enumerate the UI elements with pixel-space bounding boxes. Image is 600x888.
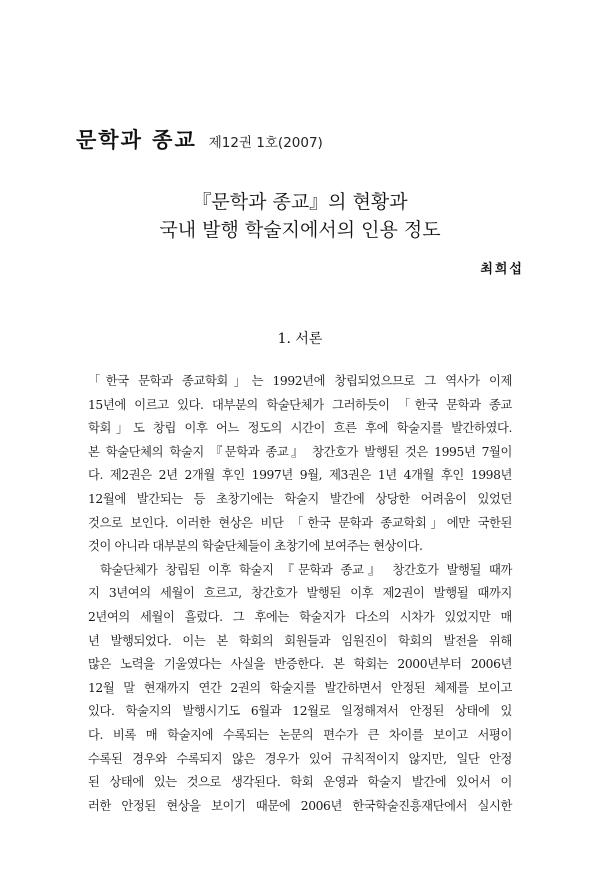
body-line: 12월 말 현재까지 연간 2권의 학술지를 발간하면서 안정된 체제를 보이고 [88,680,512,695]
body-line: 것이 아니라 대부분의 학술단체들이 초창기에 보여주는 현상이다. [88,539,423,554]
body-line: 있다. 학술지의 발행시기도 6월과 12월로 일정해져서 안정된 상태에 있 [88,704,512,719]
body-line: 러한 안정된 현상을 보이기 때문에 2006년 한국학술진흥재단에서 실시한 [88,798,512,813]
body-line: 많은 노력을 기울였다는 사실을 반증한다. 본 학회는 2000년부터 2006년 [88,657,512,672]
body-line: 15년에 이르고 있다. 대부분의 학술단체가 그러하듯이 「한국 문학과 종교 [88,397,512,412]
body-line: 년 발행되었다. 이는 본 학회의 회원들과 임원진이 학회의 발전을 위해 [88,633,512,648]
body-line: 2년여의 세월이 흘렀다. 그 후에는 학술지가 다소의 시차가 있었지만 매 [88,609,512,624]
body-text [88,370,512,818]
body-line: 다. 제2권은 2년 2개월 후인 1997년 9월, 제3권은 1년 4개월 후인 1998년 [88,468,512,483]
running-header [76,124,323,152]
body-line: 12월에 발간되는 등 초창기에는 학술지 발간에 상당한 어려움이 있었던 [88,491,512,506]
body-line: 다. 비록 매 학술지에 수록되는 논문의 편수가 큰 차이를 보이고 서평이 [88,727,512,742]
body-line: 수록된 경우와 수록되지 않은 경우가 있어 규칙적이지 않지만, 일단 안정 [88,751,512,766]
journal-logo: 문학과 종교 [76,128,197,152]
body-line: 지 3년여의 세월이 흐르고, 창간호가 발행된 이후 제2권이 발행될 때까지 [88,586,512,601]
body-line: 된 상태에 있는 것으로 생각된다. 학회 운영과 학술지 발간에 있어서 이 [88,775,512,790]
body-line: 것으로 보인다. 이러한 현상은 비단 「한국 문학과 종교학회」에만 국한된 [88,515,512,530]
article-title-line-2: 국내 발행 학술지에서의 인용 정도 [159,219,441,241]
issue-info: 제12권 1호(2007) [208,135,323,151]
body-line: 본 학술단체의 학술지 『문학과 종교』 창간호가 발행된 것은 1995년 7월이 [88,444,512,459]
body-line: 「한국 문학과 종교학회」는 1992년에 창립되었으므로 그 역사가 이제 [88,374,512,388]
author-name: 최희섭 [480,262,524,277]
body-line: 학술단체가 창립된 이후 학술지 『문학과 종교』 창간호가 발행될 때까 [100,562,512,577]
article-title-line-1: 『문학과 종교』의 현황과 [192,191,408,213]
section-heading: 1. 서론 [277,331,323,347]
body-line: 학회」도 창립 이후 어느 정도의 시간이 흐른 후에 학술지를 발간하였다. [88,421,512,436]
